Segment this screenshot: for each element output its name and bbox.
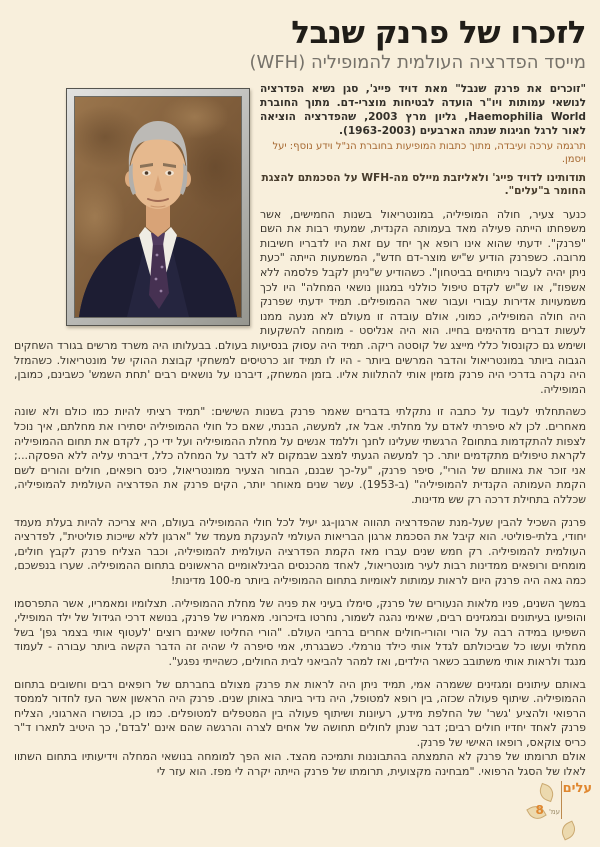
- article-paragraph: אולם תרומתו של פרנק לא התמצתה בהתבוננות ותמיכה מהצד. הוא הפך למומחה בנושאי המחלה וידיעותיו בתחום השתוו לאלו של הסגל הרפואי. "מבחינה מקצועית, תרומתו של פרנק הייתה יקרה לי מפז. הוא עזר לי: [14, 750, 586, 779]
- thanks-line: תודותינו לדויד פייג' ולאליזבת מיילס מה-WFH על הסכמתם להצגת החומר ב"עלים".: [261, 171, 586, 197]
- leaf-icon: [559, 821, 579, 841]
- page-subtitle: מייסד הפדרציה העולמית להמופיליה (WFH): [249, 52, 586, 74]
- page-title: לזכרו של פרנק שנבל: [291, 15, 586, 51]
- article-paragraph: פרנק השכיל להבין שעל-מנת שהפדרציה תהווה ארגון-גג יעיל לכל חולי ההמופיליה בעולם, היא צריכה להיות בעלת מעמד יחודי, בלתי-פוליטי. הוא קיבל את הסכמת ארגון הבריאות העולמי להענקת מעמד של "ארגון ללא שייכות פוליטית", לפדרציה העולמית להמופיליה. רק חמש שנים עברו מאז הקמת הפדרציה העולמית להמופיליה, וכבר הצליח פרנק לקבץ חולים, מומחים ורופאים ממדינות רבות לעיר מונטריאול, לאחד מהכנסים הבינלאומיים הראשונים בתחום ההמופיליה. שערו בנפשכם, כמה גאה היה פרנק היום לראות עמותות לאומיות בתחום ההמופיליה ביותר מ-100 מדינות!: [14, 515, 586, 587]
- article-paragraph: כשהתחלתי לעבוד על כתבה זו נתקלתי בדברים שאמר פרנק בשנות השישים: "תמיד רציתי להיות כמו כולם ולא שונה מאחרים. לכן לא סיפרתי לאדם על מחלתי. אבל אז, למעשה, הבנתי, שאם כל חולי ההמופיליה יסתירו את מחלתם, איך נוכל לצפות להתקדמות בתחום? הרגשתי שעלינו לחנך וללמד אנשים על מחלת ההמופיליה ועל ידי כך, לקדם את תחום ההמופיליה לקראת טיפולים מתקדמים יותר. כך למעשה הגעתי למצב שבמקום לא לדבר על המחלה כלל, דיברתי עליה ללא הפסקה...; אני זוכר את גאוותם של הורי", סיפר פרנק, "על-כך שבנם, הבחור הצעיר ממונטריאול, כינס רופאים, חולים והורים לשם הקמת העמותה הקנדית להמופיליה" (ב-1953). עשר שנים מאוחר יותר, הקים פרנק את הפדרציה העולמית להמופיליה, שכללה בתחילת דרכה רק שש מדינות.: [14, 405, 586, 506]
- page-number-block: [535, 799, 560, 818]
- magazine-name: עלים: [562, 781, 592, 796]
- page-footer: [530, 781, 594, 837]
- portrait-photo: [74, 96, 242, 318]
- article-paragraph: כנער צעיר, חולה המופיליה, במונטריאול בשנות החמישים, אשר משפחתו הייתה פעילה מאד בעמותה הקנדית, שמעתי רבות את השם "פרנק". ידעתי שהוא אינו רופא אך יחד עם זאת היו לדבריו חשיבות מרובה. כשפרנק הודיע ש"יש מוצר-דם חדש", המשמעות הייתה "כעת ניתן יהיה לעבור ניתוחים בביטחון". כשהודיע ש"ניתן לקבל פלסמה ללא אשפוז", או ש"יש לקדם טיפול כוללני במגוון נושאי המחלה" היו לכך משמעויות אדירות עבורי ועבור שאר ההמופילים. תמיד ידעתי שפרנק היה חולה המופיליה, כמוני, אולם עובדה זו מעולם לא מנעה ממנו לעשות דברים מדהימים בחייו. הוא היה אנליסט - מומחה להשקעות ושימש גם כקונסול כללי מייצג של קוסטה ריקה. תמיד היה עסוק בנסיעות בעולם. בבעלותו היה משרד מרשים בגורד השחקים הגבוה ביותר במונטריאול והדבר המרשים ביותר - היו לו תמיד זוג כרטיסים למשחקי קבוצת ההוקי של מונטריאול. כשהמזל היה נקרה בדרכי היה פרנק מזמין אותי להתלוות אליו. בזמן המשחק, דיברנו על נושאים רבים 'תחת השמש' כשבינם, כמובן, המופיליה.: [14, 207, 586, 396]
- article-paragraph: באותם עיתונים ומגזינים ששמרה אמי, תמיד ניתן היה לראות את פרנק מצולם בחברתם של רופאים רבים וחשובים בתחום ההמופיליה. שיתוף פעולה שכזה, בין רופא למטופל, היה נדיר ביותר באותן שנים. פרנק היה הראשון אשר העז לחדור לממסד הרפואי ולהציע 'גשר' של החלפת מידע, רעיונות ושיתוף פעולה בין המטפלים למטופלים. כמו כן, בכושרו הארגוני, הצליח פרנק לאחד יחדיו חולים רבים; דבר שנתן לחולים תחושה של אחים לצרה והרגשה שהם אינם 'לבדם', כך היטיב לתארו ד"ר כריס צוקאס, רופאו האישי של פרנק.: [14, 677, 586, 749]
- page-number-label: עמ': [548, 808, 560, 816]
- portrait-photo-frame: [66, 88, 250, 326]
- intro-credit-text: תרגמה ערכה ועיבדה, מתוך כתבות המופיעות בחוברת הנ"ל וידע נוסף: יעל ויסמן.: [272, 140, 586, 165]
- article-paragraph: במשך השנים, פניו מלאות הנעורים של פרנק, סימלו בעיני את פניה של מחלת ההמופיליה. תצלומיו ומאמריו, אשר התפרסמו והופיעו בעיתונים ובמגזינים רבים, שאימי נהגה לשמור, נחרטו בזיכרוני. מאמריו של פרנק, בנושא דרכי הגידול של ילד המופילי, השפיעו במידה רבה על הורי והורי-חולים אחרים ברחבי העולם. "הורי החליטו שאינם רוצים 'לעטוף אותי בצמר גפן' בשל מחלתי ועשו כל שביכולתם לגדל אותי כילד נורמלי. כשבגרתי, אמי סיפרה לי שהיה זה הדבר הקשה ביותר עבורה - לעמוד מנגד ולראות אותי משתובב כשאר הילדים, ואז למהר להביאני לבית החולים, כשהייתי נפגע".: [14, 596, 586, 668]
- intro-source-text: "זוכרים את פרנק שנבל" מאת דויד פייג', סגן נשיא הפדרציה לנושאי עמותות ויו"ר הועדה לבטיחות מוצרי-דם. מתוך החוברת Haemophilia World, גליון מרץ 2003, שהפדרציה הוציאה לאור לרגל חגיגות שנתה הארבעים (1963-2003).: [260, 82, 586, 137]
- page-number: 8: [535, 803, 544, 817]
